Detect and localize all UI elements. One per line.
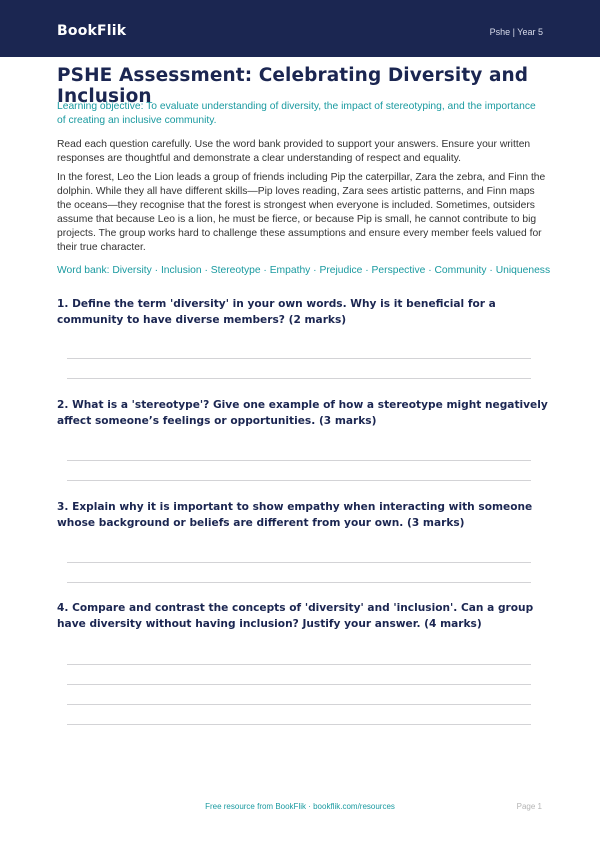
question-3: 3. Explain why it is important to show empathy when interacting with someone whose background or beliefs are different from your own. (3 marks) xyxy=(57,501,533,529)
answer-line[interactable] xyxy=(67,684,531,685)
page-title: PSHE Assessment: Celebrating Diversity and Inclusion xyxy=(57,65,529,107)
answer-line[interactable] xyxy=(67,664,531,665)
story-passage: In the forest, Leo the Lion leads a group of friends including Pip the caterpillar, Zara the zebra, and Finn the dolphin. While they all have different skills—Pip loves reading, Zara sees artistic patterns, and Finn maps the oceans—they recognise that the forest is strongest when everyone is included. Sometimes, outsiders assume that because Leo is a lion, he must be fierce, or because Pip is small, he cannot contribute to big projects. The group works hard to challenge these assumptions and ensure every member feels valued for their true character. xyxy=(57,172,546,253)
footer-resource-link[interactable]: Free resource from BookFlik · bookflik.com/resources xyxy=(205,802,395,811)
answer-line[interactable] xyxy=(67,358,531,359)
answer-line[interactable] xyxy=(67,460,531,461)
question-2: 2. What is a 'stereotype'? Give one example of how a stereotype might negatively affect someone’s feelings or opportunities. (3 marks) xyxy=(57,399,548,427)
subject-year-label: Pshe | Year 5 xyxy=(489,27,543,37)
question-1: 1. Define the term 'diversity' in your own words. Why is it beneficial for a community to have diverse members? (2 marks) xyxy=(57,298,496,326)
word-bank: Word bank: Diversity · Inclusion · Stereotype · Empathy · Prejudice · Perspective · Community · Uniqueness xyxy=(57,265,551,276)
answer-line[interactable] xyxy=(67,704,531,705)
learning-objective: Learning objective: To evaluate understanding of diversity, the impact of stereotyping, and the importance of creating an inclusive community. xyxy=(57,101,536,126)
answer-line[interactable] xyxy=(67,582,531,583)
answer-line[interactable] xyxy=(67,562,531,563)
header-bar xyxy=(0,0,600,57)
instructions-text: Read each question carefully. Use the word bank provided to support your answers. Ensure your written responses are thoughtful and demonstrate a clear understanding of respect and equality. xyxy=(57,139,531,164)
answer-line[interactable] xyxy=(67,480,531,481)
brand-logo-text: BookFlik xyxy=(57,23,127,39)
page-number: Page 1 xyxy=(516,802,542,811)
question-4: 4. Compare and contrast the concepts of 'diversity' and 'inclusion'. Can a group have diversity without having inclusion? Justify your answer. (4 marks) xyxy=(57,602,534,630)
answer-line[interactable] xyxy=(67,378,531,379)
answer-line[interactable] xyxy=(67,724,531,725)
